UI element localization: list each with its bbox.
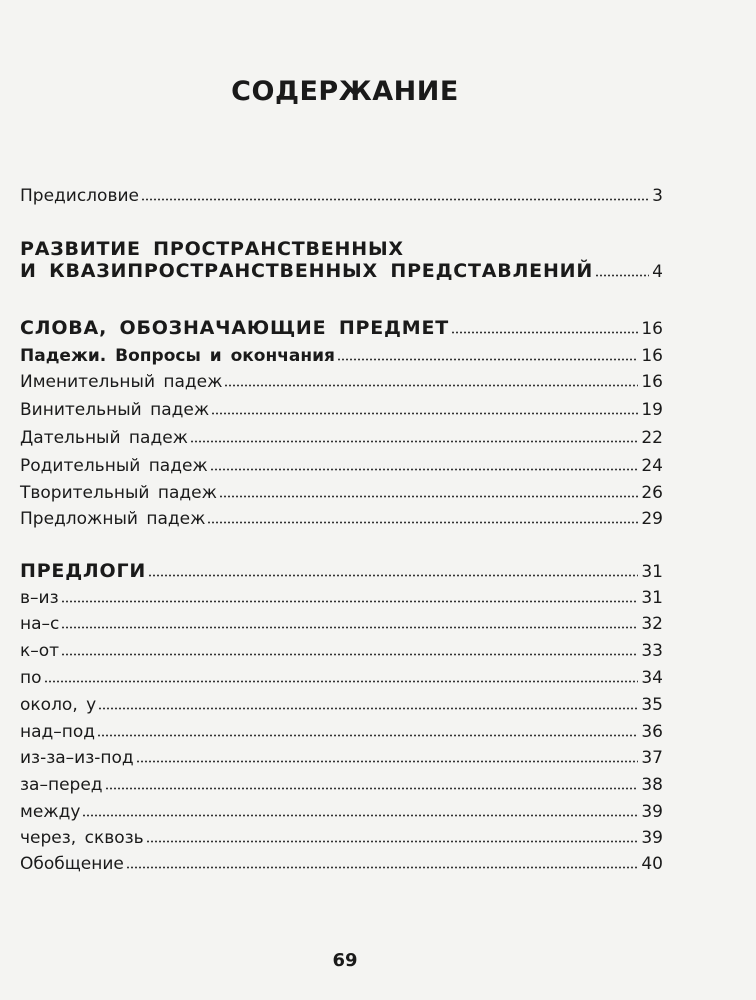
dot-leader bbox=[98, 707, 638, 710]
toc-entry-label: Предисловие bbox=[20, 186, 139, 206]
toc-entry-label: над–под bbox=[20, 722, 96, 742]
toc-entry-label: к–от bbox=[20, 641, 60, 661]
toc-entry-page: 29 bbox=[641, 509, 663, 529]
dot-leader bbox=[148, 574, 638, 577]
dot-leader bbox=[61, 653, 638, 656]
dot-leader bbox=[207, 521, 638, 524]
toc-entry bbox=[20, 608, 663, 634]
toc-entry bbox=[20, 689, 663, 715]
toc-entry-page: 16 bbox=[641, 346, 663, 366]
dot-leader bbox=[210, 468, 639, 471]
section-heading: ПРЕДЛОГИ bbox=[20, 560, 147, 582]
toc-entry-label: за–перед bbox=[20, 775, 103, 795]
toc-entry bbox=[20, 742, 663, 768]
toc-entry-label: Творительный падеж bbox=[20, 483, 217, 503]
subsection-heading: Падежи. Вопросы и окончания bbox=[20, 346, 335, 366]
dot-leader bbox=[105, 787, 639, 790]
toc-entry-page: 33 bbox=[641, 641, 663, 661]
toc-section-prepositions bbox=[20, 556, 663, 582]
toc-entry bbox=[20, 796, 663, 822]
toc-entry-page: 24 bbox=[641, 456, 663, 476]
dot-leader bbox=[61, 626, 638, 629]
toc-entry bbox=[20, 635, 663, 661]
toc-entry-page: 39 bbox=[641, 802, 663, 822]
toc-entry-page: 34 bbox=[641, 668, 663, 688]
toc-entry bbox=[20, 822, 663, 848]
toc-entry bbox=[20, 366, 663, 392]
dot-leader bbox=[61, 600, 639, 603]
toc-entry-page: 16 bbox=[641, 372, 663, 392]
toc-entry-page: 31 bbox=[641, 562, 663, 582]
toc-entry-label: в–из bbox=[20, 588, 59, 608]
dot-leader bbox=[146, 840, 639, 843]
dot-leader bbox=[337, 358, 638, 361]
dot-leader bbox=[97, 734, 638, 737]
page-title: СОДЕРЖАНИЕ bbox=[231, 76, 459, 107]
dot-leader bbox=[126, 866, 639, 869]
section-heading-line2: И КВАЗИПРОСТРАНСТВЕННЫХ ПРЕДСТАВЛЕНИЙ bbox=[20, 260, 594, 282]
toc-entry-preface bbox=[20, 180, 663, 206]
toc-entry bbox=[20, 848, 663, 874]
toc-entry-page: 36 bbox=[641, 722, 663, 742]
toc-entry bbox=[20, 394, 663, 420]
section-heading-line1: РАЗВИТИЕ ПРОСТРАНСТВЕННЫХ bbox=[20, 238, 404, 260]
toc-entry bbox=[20, 477, 663, 503]
section-heading: СЛОВА, ОБОЗНАЧАЮЩИЕ ПРЕДМЕТ bbox=[20, 317, 450, 339]
toc-entry-label: между bbox=[20, 802, 81, 822]
toc-entry bbox=[20, 582, 663, 608]
toc-entry-page: 3 bbox=[652, 186, 663, 206]
dot-leader bbox=[44, 680, 639, 683]
toc-entry-page: 31 bbox=[641, 588, 663, 608]
dot-leader bbox=[136, 760, 639, 763]
toc-entry-page: 4 bbox=[652, 262, 663, 282]
toc-entry-page: 37 bbox=[641, 748, 663, 768]
toc-entry-page: 39 bbox=[641, 828, 663, 848]
toc-entry-label: из-за–из-под bbox=[20, 748, 134, 768]
toc-entry-page: 16 bbox=[641, 319, 663, 339]
toc-entry-label: через, сквозь bbox=[20, 828, 144, 848]
toc-entry-label: Родительный падеж bbox=[20, 456, 208, 476]
toc-entry bbox=[20, 769, 663, 795]
toc-entry-page: 40 bbox=[641, 854, 663, 874]
toc-section-nouns bbox=[20, 313, 663, 339]
toc-entry-page: 19 bbox=[641, 400, 663, 420]
toc-entry-page: 38 bbox=[641, 775, 663, 795]
toc-entry-page: 35 bbox=[641, 695, 663, 715]
toc-entry-label: Обобщение bbox=[20, 854, 124, 874]
toc-entry-page: 32 bbox=[641, 614, 663, 634]
toc-entry bbox=[20, 662, 663, 688]
toc-subsection-cases bbox=[20, 340, 663, 366]
dot-leader bbox=[595, 274, 649, 277]
dot-leader bbox=[190, 440, 638, 443]
dot-leader bbox=[224, 384, 638, 387]
toc-entry-label: на–с bbox=[20, 614, 60, 634]
toc-entry-label: около, у bbox=[20, 695, 97, 715]
dot-leader bbox=[219, 495, 638, 498]
page-number: 69 bbox=[332, 950, 358, 971]
toc-entry bbox=[20, 450, 663, 476]
dot-leader bbox=[82, 814, 638, 817]
toc-entry-label: Предложный падеж bbox=[20, 509, 206, 529]
toc-entry-label: Винительный падеж bbox=[20, 400, 210, 420]
dot-leader bbox=[451, 331, 638, 334]
toc-entry bbox=[20, 422, 663, 448]
toc-entry-label: по bbox=[20, 668, 42, 688]
toc-entry-label: Именительный падеж bbox=[20, 372, 223, 392]
toc-entry-label: Дательный падеж bbox=[20, 428, 188, 448]
dot-leader bbox=[211, 412, 638, 415]
dot-leader bbox=[141, 198, 649, 201]
toc-entry bbox=[20, 716, 663, 742]
toc-section-spatial bbox=[20, 256, 663, 282]
toc-entry-page: 22 bbox=[641, 428, 663, 448]
toc-entry-page: 26 bbox=[641, 483, 663, 503]
toc-entry bbox=[20, 503, 663, 529]
